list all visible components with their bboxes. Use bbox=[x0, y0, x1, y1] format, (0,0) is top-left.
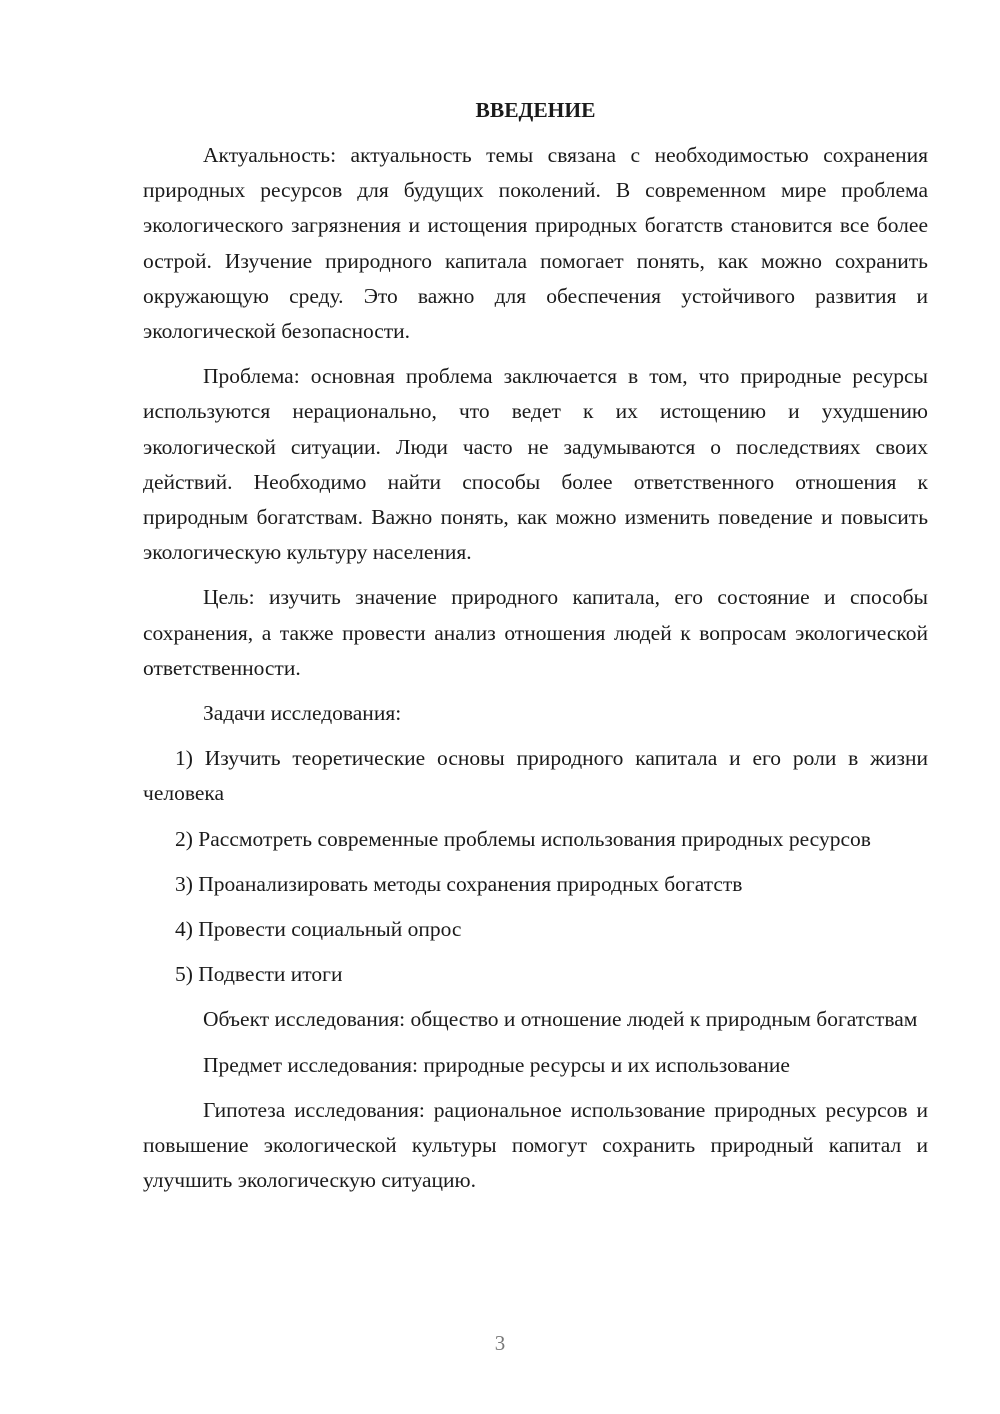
hypothesis-paragraph: Гипотеза исследования: рациональное использование природных ресурсов и повышение экологической культуры помогут сохранить природный капитал и улучшить экологическую ситуацию. bbox=[143, 1097, 928, 1193]
tasks-title: Задачи исследования: bbox=[203, 701, 402, 726]
goal-paragraph: Цель: изучить значение природного капитала, его состояние и способы сохранения, а также провести анализ отношения людей к вопросам экологической ответственности. bbox=[143, 585, 928, 680]
page-number: 3 bbox=[494, 1331, 506, 1355]
document-heading: ВВЕДЕНИЕ bbox=[475, 98, 596, 122]
task-item-2: 2) Рассмотреть современные проблемы использования природных ресурсов bbox=[175, 826, 871, 851]
task-item-1: 1) Изучить теоретические основы природного капитала и его роли в жизни человека bbox=[143, 746, 928, 806]
problem-paragraph: Проблема: основная проблема заключается в том, что природные ресурсы используются нерационально, что ведет к их истощению и ухудшению экологической ситуации. Люди часто не задумываются о последствиях своих действий. Необходимо найти способы более ответственного отношения к природным богатствам. Важно понять, как можно изменить поведение и повысить экологическую культуру населения. bbox=[143, 364, 928, 565]
relevance-paragraph: Актуальность: актуальность темы связана с необходимостью сохранения природных ресурсов для будущих поколений. В современном мире проблема экологического загрязнения и истощения природных богатств становится все более острой. Изучение природного капитала помогает понять, как можно сохранить окружающую среду. Это важно для обеспечения устойчивого развития и экологической безопасности. bbox=[143, 143, 928, 344]
subject-paragraph: Предмет исследования: природные ресурсы и их использование bbox=[203, 1052, 790, 1077]
task-item-4: 4) Провести социальный опрос bbox=[175, 917, 462, 942]
task-item-3: 3) Проанализировать методы сохранения природных богатств bbox=[175, 871, 743, 896]
document-page bbox=[143, 92, 928, 1208]
task-item-5: 5) Подвести итоги bbox=[175, 962, 343, 987]
object-paragraph: Объект исследования: общество и отношение людей к природным богатствам bbox=[203, 1007, 918, 1032]
